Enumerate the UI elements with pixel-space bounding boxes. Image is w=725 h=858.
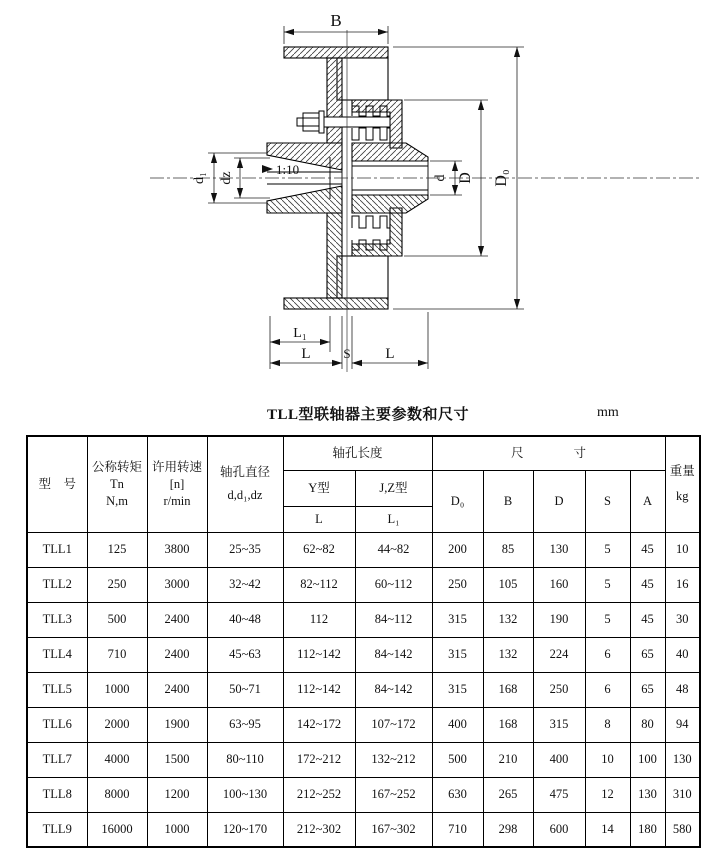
table-cell: 250 (432, 567, 483, 602)
bolt-tip (297, 118, 303, 126)
table-cell: 112~142 (283, 637, 355, 672)
table-cell: 45~63 (207, 637, 283, 672)
table-cell: 4000 (87, 742, 147, 777)
speed-line2: [n] (169, 476, 185, 491)
table-cell: 45 (630, 602, 665, 637)
table-cell: 212~252 (283, 777, 355, 812)
table-cell: 6 (585, 637, 630, 672)
table-row (27, 532, 700, 567)
col-A: A (630, 470, 665, 532)
table-cell: 315 (432, 602, 483, 637)
label-L-right: L (385, 346, 395, 362)
table-cell: 50~71 (207, 672, 283, 707)
section-half-mirror (267, 178, 428, 309)
table-cell: 168 (483, 707, 533, 742)
table-cell: TLL5 (27, 672, 87, 707)
table-row (27, 567, 700, 602)
taper-label: 1:10 (276, 162, 300, 177)
table-cell: 2000 (87, 707, 147, 742)
table-cell: 85 (483, 532, 533, 567)
weight-line2: kg (676, 489, 689, 504)
table-cell: 2400 (147, 637, 207, 672)
label-D: D (457, 172, 474, 184)
table-cell: 1000 (87, 672, 147, 707)
table-cell: 250 (533, 672, 585, 707)
col-D0: D₀ (432, 470, 483, 532)
table-cell: 16 (665, 567, 700, 602)
label-L-left: L (301, 346, 311, 362)
table-cell: 40 (665, 637, 700, 672)
table-cell: 2400 (147, 672, 207, 707)
bolt-hex-head (303, 113, 319, 131)
table-cell: 100 (630, 742, 665, 777)
table-cell: 167~302 (355, 812, 432, 847)
col-model: 型 号 (27, 436, 87, 532)
spec-table (26, 435, 701, 848)
table-cell: 107~172 (355, 707, 432, 742)
table-body (27, 532, 700, 847)
label-S: S (343, 346, 351, 361)
unit-label: mm (597, 405, 619, 420)
table-cell: 250 (87, 567, 147, 602)
table-cell: 25~35 (207, 532, 283, 567)
table-cell: 8 (585, 707, 630, 742)
table-cell: 5 (585, 602, 630, 637)
torque-line2: Tn (110, 476, 124, 491)
table-cell: 63~95 (207, 707, 283, 742)
table-cell: 84~112 (355, 602, 432, 637)
table-cell: 60~112 (355, 567, 432, 602)
rim-side-block (337, 58, 388, 100)
table-cell: 10 (665, 532, 700, 567)
label-L1: L₁ (293, 326, 307, 341)
table-cell: TLL2 (27, 567, 87, 602)
table-cell: 132 (483, 637, 533, 672)
table-cell: 120~170 (207, 812, 283, 847)
col-jz-type: J,Z型 (355, 470, 432, 506)
table-title: TLL型联轴器主要参数和尺寸 (267, 407, 470, 423)
col-L1: L₁ (355, 506, 432, 532)
table-cell: 400 (533, 742, 585, 777)
table-cell: 475 (533, 777, 585, 812)
col-torque (87, 436, 147, 532)
table-cell: 315 (432, 637, 483, 672)
table-cell: TLL9 (27, 812, 87, 847)
table-cell: 5 (585, 532, 630, 567)
table-cell: 130 (665, 742, 700, 777)
table-cell: 132~212 (355, 742, 432, 777)
table-cell: 80~110 (207, 742, 283, 777)
table-cell: 48 (665, 672, 700, 707)
table-cell: 315 (432, 672, 483, 707)
table-cell: 132 (483, 602, 533, 637)
table-cell: 310 (665, 777, 700, 812)
table-cell: 298 (483, 812, 533, 847)
wheel-web (327, 58, 342, 143)
table-cell: 1200 (147, 777, 207, 812)
table-cell: 40~48 (207, 602, 283, 637)
table-cell: 44~82 (355, 532, 432, 567)
table-cell: 600 (533, 812, 585, 847)
table-cell: 710 (87, 637, 147, 672)
dimension-L1 (270, 316, 330, 369)
torque-line3: N,m (106, 493, 128, 508)
table-cell: 2400 (147, 602, 207, 637)
table-cell: 315 (533, 707, 585, 742)
table-cell: 265 (483, 777, 533, 812)
table-cell: 6 (585, 672, 630, 707)
table-cell: 112 (283, 602, 355, 637)
bore-dia-line1: 轴孔直径 (219, 465, 270, 480)
table-cell: 45 (630, 532, 665, 567)
taper-mark (262, 162, 299, 177)
table-cell: 160 (533, 567, 585, 602)
label-D0: D₀ (493, 169, 510, 187)
table-cell: 210 (483, 742, 533, 777)
table-cell: 45 (630, 567, 665, 602)
table-cell: 190 (533, 602, 585, 637)
table-cell: 32~42 (207, 567, 283, 602)
table-cell: 8000 (87, 777, 147, 812)
table-cell: 10 (585, 742, 630, 777)
table-cell: 105 (483, 567, 533, 602)
table-row (27, 637, 700, 672)
table-row (27, 707, 700, 742)
table-cell: 3800 (147, 532, 207, 567)
table-row (27, 777, 700, 812)
table-cell: 80 (630, 707, 665, 742)
bolt-washer (319, 111, 324, 133)
table-cell: 84~142 (355, 672, 432, 707)
table-cell: 65 (630, 637, 665, 672)
table-cell: 710 (432, 812, 483, 847)
table-cell: 500 (87, 602, 147, 637)
table-cell: 94 (665, 707, 700, 742)
col-weight (665, 436, 700, 532)
table-cell: 168 (483, 672, 533, 707)
table-cell: 630 (432, 777, 483, 812)
col-speed (147, 436, 207, 532)
table-cell: 180 (630, 812, 665, 847)
table-cell: 500 (432, 742, 483, 777)
table-cell: 112~142 (283, 672, 355, 707)
table-cell: 84~142 (355, 637, 432, 672)
table-cell: 580 (665, 812, 700, 847)
table-cell: 142~172 (283, 707, 355, 742)
col-S: S (585, 470, 630, 532)
col-bore-dia (207, 436, 283, 532)
label-d: d (433, 174, 448, 182)
table-cell: 200 (432, 532, 483, 567)
table-cell: 1900 (147, 707, 207, 742)
serpentine-spring-lower (352, 128, 390, 140)
label-d1: d₁ (192, 172, 207, 184)
table-cell: TLL3 (27, 602, 87, 637)
spec-table-wrap (26, 435, 701, 848)
table-cell: 14 (585, 812, 630, 847)
table-row (27, 812, 700, 847)
col-B: B (483, 470, 533, 532)
section-half (267, 47, 428, 178)
torque-line1: 公称转矩 (91, 459, 142, 474)
table-cell: TLL7 (27, 742, 87, 777)
table-cell: TLL4 (27, 637, 87, 672)
col-y-type: Y型 (283, 470, 355, 506)
table-cell: 172~212 (283, 742, 355, 777)
table-cell: 212~302 (283, 812, 355, 847)
table-cell: 30 (665, 602, 700, 637)
speed-line3: r/min (163, 493, 191, 508)
brake-wheel-rim (284, 47, 388, 58)
table-cell: TLL8 (27, 777, 87, 812)
table-cell: TLL6 (27, 707, 87, 742)
table-cell: 65 (630, 672, 665, 707)
col-L: L (283, 506, 355, 532)
table-cell: 62~82 (283, 532, 355, 567)
speed-line1: 许用转速 (151, 459, 202, 474)
table-cell: 16000 (87, 812, 147, 847)
bore-dia-line2: d,d₁,dz (227, 488, 263, 503)
table-cell: 3000 (147, 567, 207, 602)
label-d2: dz (219, 171, 234, 185)
header-row-1 (27, 436, 700, 470)
table-cell: 1000 (147, 812, 207, 847)
table-cell: 130 (533, 532, 585, 567)
right-hub (352, 143, 428, 161)
col-D: D (533, 470, 585, 532)
weight-line1: 重量 (669, 464, 695, 479)
table-cell: TLL1 (27, 532, 87, 567)
label-B: B (330, 11, 342, 30)
table-cell: 12 (585, 777, 630, 812)
table-row (27, 602, 700, 637)
table-cell: 5 (585, 567, 630, 602)
bolt-shaft (324, 117, 390, 127)
table-cell: 82~112 (283, 567, 355, 602)
table-cell: 400 (432, 707, 483, 742)
table-cell: 224 (533, 637, 585, 672)
table-cell: 125 (87, 532, 147, 567)
clamp-bolt (297, 111, 390, 133)
table-cell: 167~252 (355, 777, 432, 812)
col-bore-length: 轴孔长度 (283, 436, 432, 470)
table-row (27, 742, 700, 777)
coupling-cross-section-drawing (0, 0, 725, 392)
table-cell: 100~130 (207, 777, 283, 812)
table-cell: 1500 (147, 742, 207, 777)
table-row (27, 672, 700, 707)
table-cell: 130 (630, 777, 665, 812)
col-dims: 尺 寸 (432, 436, 665, 470)
